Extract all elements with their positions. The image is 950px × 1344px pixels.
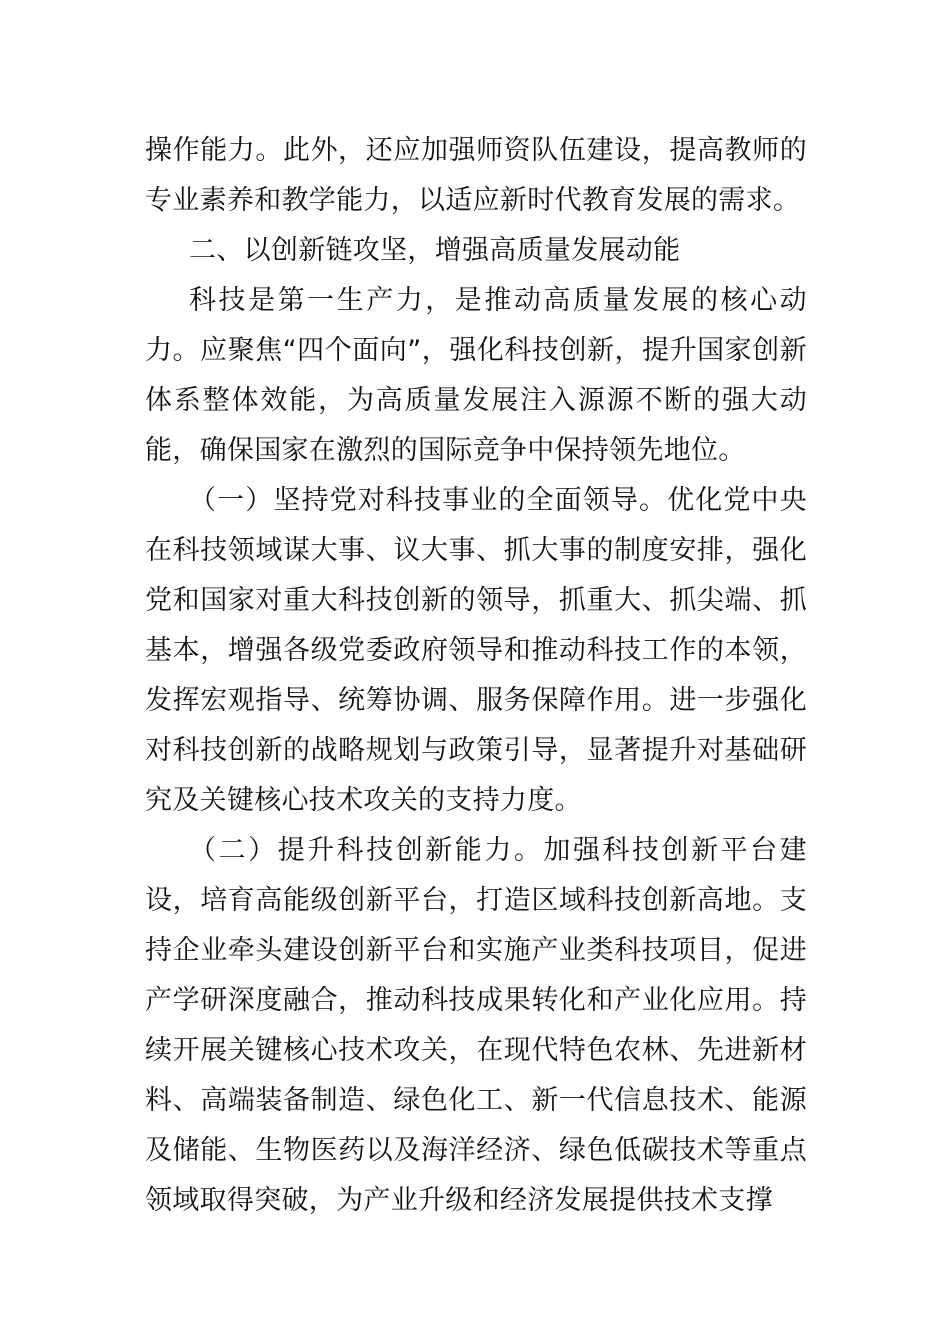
paragraph-tech-productivity: 科技是第一生产力，是推动高质量发展的核心动力。应聚焦“四个面向”，强化科技创新，提升国家创新体系整体效能，为高质量发展注入源源不断的强大动能，确保国家在激烈的国际竞争中保持领先地位。 [145,285,807,466]
document-body [145,126,807,1226]
section-heading-innovation-chain: 二、以创新链攻坚，增强高质量发展动能 [189,235,681,266]
paragraph-innovation-capability: （二）提升科技创新能力。加强科技创新平台建设，培育高能级创新平台，打造区域科技创新高地。支持企业牵头建设创新平台和实施产业类科技项目，促进产学研深度融合，推动科技成果转化和产业化应用。持续开展关键核心技术攻关，在现代特色农林、先进新材料、高端装备制造、绿色化工、新一代信息技术、能源及储能、生物医药以及海洋经济、绿色低碳技术等重点领域取得突破，为产业升级和经济发展提供技术支撑 [145,835,807,1216]
paragraph-party-leadership: （一）坚持党对科技事业的全面领导。优化党中央在科技领域谋大事、议大事、抓大事的制度安排，强化党和国家对重大科技创新的领导，抓重大、抓尖端、抓基本，增强各级党委政府领导和推动科技工作的本领，发挥宏观指导、统筹协调、服务保障作用。进一步强化对科技创新的战略规划与政策引导，显著提升对基础研究及关键核心技术攻关的支持力度。 [145,485,807,816]
paragraph-teacher-training: 操作能力。此外，还应加强师资队伍建设，提高教师的专业素养和教学能力，以适应新时代教育发展的需求。 [145,135,807,216]
